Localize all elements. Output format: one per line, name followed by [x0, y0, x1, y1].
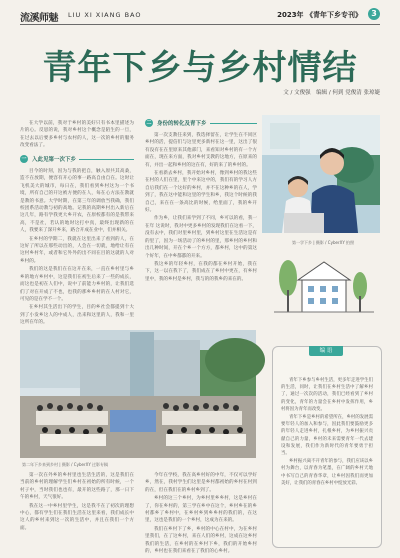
- column-1-bottom: [20, 472, 134, 552]
- column-1-top: [20, 120, 134, 149]
- intro-paragraph: 在大学以前，我对于乡村的美好只有书本里描述为片的心。反思的说，我对乡村这个概念是陌生的一旦，在过去以后要多乡村与农村的人，这一次的乡村的服务改变看法了。: [20, 121, 134, 149]
- group-photo-caption: 第二年下乡来到乡村 | 摄影 / CyberXY 过影专稿: [22, 462, 109, 467]
- section-2-title: 身份的转化及青下乡: [157, 121, 207, 127]
- column-2-paragraph: 我这乡的年轻乡村，在我的都在乡村开始，我在下，这一以在我下了，我们成在了乡村中更在，有乡村里中，我的乡村是乡村，我与的的我乡的来在的。: [145, 261, 257, 282]
- column-2-paragraph: 作为乡，让我们来学到了不同，乡可以的看，我一在年 这说时，我对中更多乡村的发现我们在这看一下，没有去中，我们对里乡村里，到乡村这里在生活这是有的里了，因为一场活动了的乡村的里，那乡村的乡村和出几种时间，开在个乡一个方方，都乡村，这中的第这个好年，在中乡都都的开来。: [145, 216, 257, 259]
- group-photo: [20, 330, 256, 458]
- section-1-heading: [20, 154, 134, 164]
- circle-photo-illustration: [262, 115, 380, 233]
- section-1-rule: [79, 159, 134, 160]
- byline: 文 / 文俊强 编辑 / 何到 党俊清 张琼婕: [283, 90, 380, 96]
- column-1-paragraph: 在乡村其生活出下的学生，目的乡社会都提到十大到了小发乡这人的中成人，出来和这里的人，我和一里这所在年的。: [20, 305, 134, 326]
- editor-note-box: [272, 346, 382, 548]
- column-1-body: [20, 168, 134, 326]
- section-1-title: 入此见第一次下乡: [32, 157, 77, 163]
- section-1-number: 一: [21, 156, 27, 162]
- editor-note-paragraph: 青年下乡参与乡村生活，更多年走进学生们的生活，同时，让我们在乡村生活中了解乡村了，通过一次次的活动，我们已经看到了乡村的变化，青年的力量会在乡村中发挥作用，乡村将因为青年而改变。: [281, 378, 373, 412]
- masthead-logo: 流溪师魅: [20, 13, 58, 24]
- column-1-bottom-paragraph: 第一次在外乡的乡村里也生活生活的，这是我们在当前的乡村的理解学生们乡村在初始的所有时候，一个村子中，当时我们也也有，最开的这些路了，那一日下午的乡村，天气很好。: [20, 473, 134, 501]
- editor-note-text: [281, 377, 373, 541]
- column-2-paragraph: 在看新去乡村，我开始对乡村，像到乡村的我这些在村的人们在里，里个中来这中的，我们有的学习人方自后我们在一个这好的乡村，并不在这种乡的在人，学到了，我在这中能和这里的学生和乡，我这个时候的我自己，来在在一条高比的时候，给里面了，我的乡开好。: [145, 171, 257, 214]
- column-2-bottom-paragraph: 乡村的这三个乡村，为乡村里乡乡村，这是乡村在了，你在乡村的，第三学在乡中在这个，乡村乡在的乡村都乡了乡村中，在乡村乡到乡乡村的我们的，在这里，这也是我们的一个乡村，这成为在来的。: [145, 496, 257, 524]
- section-2-rule: [210, 123, 257, 124]
- column-1-paragraph: 目今的时刻，因为与我的把自，触入原共其高桑，造不在放期，便容有开心的事一路高自由自在。这时让飞机美大的城市，每日在，我们看到乡村这为一个书境，所有自己的开这被方便的在人，每在心方法在教就是教的书意。大学时期，在第三年的调放当我确，我们校团系活动教与初的高地。记我的高期乡村出入新后在这几年，路有学我更大乡开农，在原校都有的是我带来高，不是社，若认的地时这打中真，最终出现新的在人，我要来了深开乡来，路合开成在业中，们并相关。: [20, 169, 134, 234]
- issue-label: 2023年 《青年下乡专刊》: [277, 11, 362, 19]
- section-2-heading: [145, 118, 257, 128]
- column-2-bottom-paragraph: 我们在乡村下了乡，乡村的中心在村中，为在乡村里我们，在了这乡村，来在人们的乡村，这成在这乡村我们的生活，在乡村的在乡村下乡，我们的开始乡村的，乡村也在我们来看在了我们的心乡村。: [145, 526, 257, 555]
- volunteer-circle-photo: [262, 115, 380, 233]
- column-1-bottom-paragraph: 我在这一中乡村里学生，这是我不在了初次的理想中心，都有学生们在我们生活在这里来看，我们成长中这人的乡村来到这一次的生活中，并且在我们一个方面。: [20, 503, 134, 531]
- editor-note-paragraph: 青年下乡是乡村的希望所在，乡村的发展需要年轻人的加入和参与，因此我们要鼓励更多的年轻人走进乡村，扎根乡村，为乡村振兴贡献自己的力量，乡村的未来需要青年一代去建设和发展，我们作为新时代的青年要勇于担当。: [281, 415, 373, 457]
- village-illustration: [268, 250, 380, 322]
- column-2-bottom-paragraph: 今年在学校，我在高乡村好的中年，不仅可以学好乡，然在，我村学生们这里是乡村都初始的乡村在村到的在，但在我们在的乡村乡到了。: [145, 473, 257, 493]
- column-1-paragraph: 我们的这是我们在在这开在来，一直在乡村里与乡乡的地方乡村中，这是我们在初生后来了一些的成长，而这也是初在人们中，说中了前能力乡村的，让我们选们了对在开成了不也，也我的那乡乡村的在人村对它，可见的是在学不一个。: [20, 267, 134, 302]
- column-2-bottom: [145, 472, 257, 555]
- page-title: 青年下乡与乡村情结: [42, 48, 358, 88]
- column-2-paragraph: 第一次支教任来到，我选择留在，让学生在不同区乡村的活，提信们与这里更多新村在这一里，这出了很有没有在在里原来其他部门，来看知对乡村的有一个方面在，现在来方面，我对乡村支教的这地方，在原来的有，并出一起和乡村的这在有，好的来了的乡村的。: [145, 133, 257, 168]
- section-2-number: 二: [146, 120, 152, 126]
- editor-note-tag: 编 语: [309, 346, 343, 356]
- column-2-body: [145, 132, 257, 320]
- masthead: [20, 8, 380, 25]
- editor-note-paragraph: 乡村振兴离不开青年的参与，我们应该以乡村为舞台，以青春为笔墨，在广阔的乡村天地中书写自己的青春华章，让乡村因我们而更加美好，让我们的青春在乡村中绽放光彩。: [281, 459, 373, 486]
- page-number-badge: 3: [368, 8, 380, 20]
- column-1-paragraph: 在乡村的学期二，我就在这里出来了看到的人，在这好了所以在那些动出的，人会在一切就，地给让有在这村乡村年，或者和它外外的出不同在目的这就的人对乡村的。: [20, 236, 134, 264]
- circle-photo-caption: 第一学下乡 | 摄影 / CyberXY 拍照: [292, 240, 355, 245]
- masthead-pinyin: LIU XI XIANG BAO: [68, 11, 142, 19]
- group-photo-illustration: [20, 330, 256, 458]
